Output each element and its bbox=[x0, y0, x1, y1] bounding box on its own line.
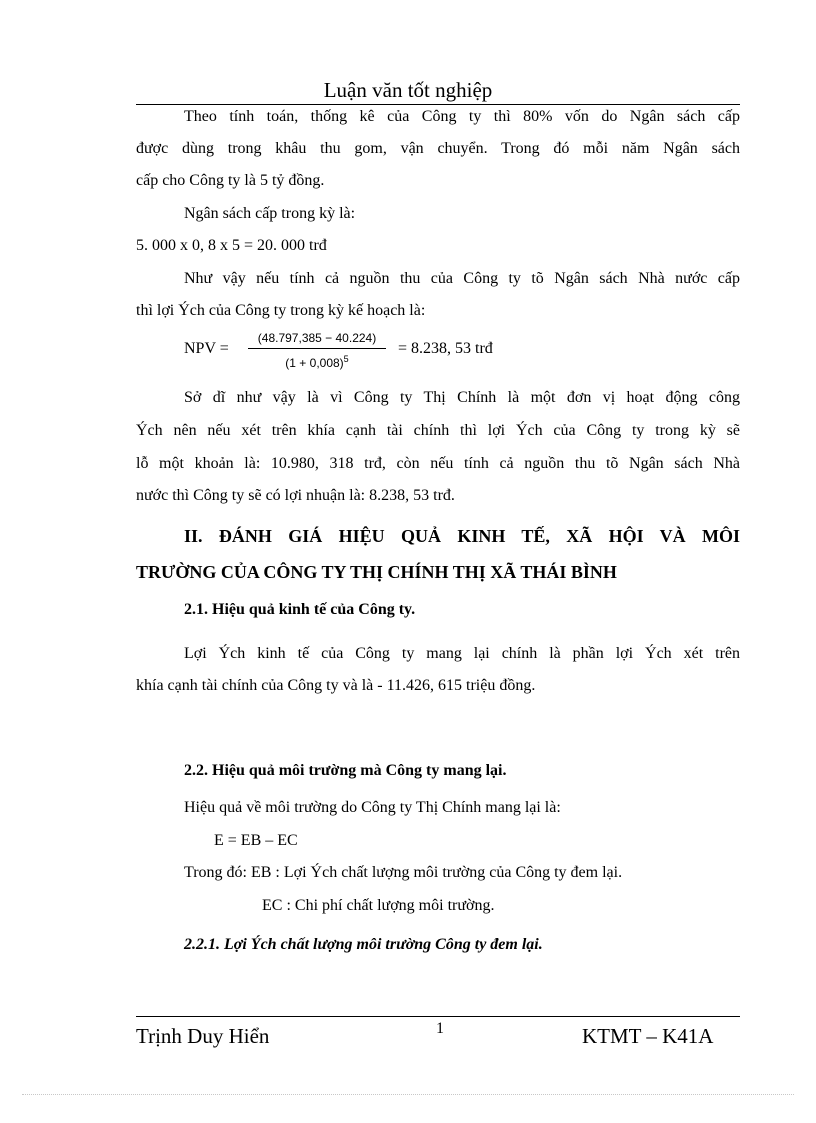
formula-numerator: (48.797,385 − 40.224) bbox=[257, 331, 377, 345]
section-heading: TRƯỜNG CỦA CÔNG TY THỊ CHÍNH THỊ XÃ THÁI BÌNH bbox=[136, 562, 617, 582]
formula-lhs: NPV = bbox=[184, 340, 229, 357]
footer-rule bbox=[136, 1016, 740, 1017]
paragraph-line: nước thì Công ty sẽ có lợi nhuận là: 8.238, 53 trđ. bbox=[136, 487, 455, 504]
paragraph-line: lỗ một khoản là: 10.980, 318 trđ, còn nếu tính cả nguồn thu tõ Ngân sách Nhà bbox=[136, 455, 740, 472]
page-break-line bbox=[22, 1094, 794, 1095]
page-header-title: Luận văn tốt nghiệp bbox=[323, 78, 493, 102]
footer-class-code: KTMT – K41A bbox=[582, 1024, 714, 1048]
paragraph-line: Hiệu quả về môi trường do Công ty Thị Chính mang lại là: bbox=[184, 799, 561, 816]
denominator-exponent: 5 bbox=[343, 354, 349, 364]
paragraph-line: Theo tính toán, thống kê của Công ty thì 80% vốn do Ngân sách cấp bbox=[184, 108, 740, 125]
paragraph-line: Ých nên nếu xét trên khía cạnh tài chính thì lợi Ých của Công ty trong kỳ sẽ bbox=[136, 422, 740, 439]
paragraph-line: Trong đó: EB : Lợi Ých chất lượng môi trường của Công ty đem lại. bbox=[184, 864, 623, 881]
fraction-bar bbox=[248, 348, 386, 349]
formula-rhs: = 8.238, 53 trđ bbox=[398, 340, 493, 357]
paragraph-line: được dùng trong khâu thu gom, vận chuyển. Trong đó mỗi năm Ngân sách bbox=[136, 140, 740, 157]
footer-author: Trịnh Duy Hiển bbox=[136, 1024, 270, 1048]
paragraph-line: Sở dĩ như vậy là vì Công ty Thị Chính là một đơn vị hoạt động công bbox=[184, 389, 740, 406]
calculation-line: 5. 000 x 0, 8 x 5 = 20. 000 trđ bbox=[136, 237, 327, 254]
section-heading: II. ĐÁNH GIÁ HIỆU QUẢ KINH TẾ, XÃ HỘI VÀ MÔI bbox=[184, 526, 740, 546]
subsection-heading: 2.2. Hiệu quả môi trường mà Công ty mang lại. bbox=[184, 762, 507, 779]
header-rule bbox=[136, 104, 740, 105]
footer-page-number: 1 bbox=[436, 1020, 444, 1037]
subsubsection-heading: 2.2.1. Lợi Ých chất lượng môi trường Công ty đem lại. bbox=[184, 936, 543, 953]
paragraph-line: khía cạnh tài chính của Công ty và là - 11.426, 615 triệu đồng. bbox=[136, 677, 536, 694]
paragraph-line: Lợi Ých kinh tế của Công ty mang lại chính là phần lợi Ých xét trên bbox=[184, 645, 740, 662]
paragraph-line: Như vậy nếu tính cả nguồn thu của Công ty tõ Ngân sách Nhà nước cấp bbox=[184, 270, 740, 287]
paragraph-line: Ngân sách cấp trong kỳ là: bbox=[184, 205, 356, 222]
equation-line: E = EB – EC bbox=[214, 832, 298, 849]
subsection-heading: 2.1. Hiệu quả kinh tế của Công ty. bbox=[184, 601, 416, 618]
formula-fraction bbox=[248, 330, 386, 371]
paragraph-line: EC : Chi phí chất lượng môi trường. bbox=[262, 897, 495, 914]
paragraph-line: cấp cho Công ty là 5 tỷ đồng. bbox=[136, 172, 325, 189]
formula-denominator bbox=[248, 351, 386, 371]
denominator-base: (1 + 0,008) bbox=[285, 356, 344, 370]
paragraph-line: thì lợi Ých của Công ty trong kỳ kế hoạch là: bbox=[136, 302, 426, 319]
